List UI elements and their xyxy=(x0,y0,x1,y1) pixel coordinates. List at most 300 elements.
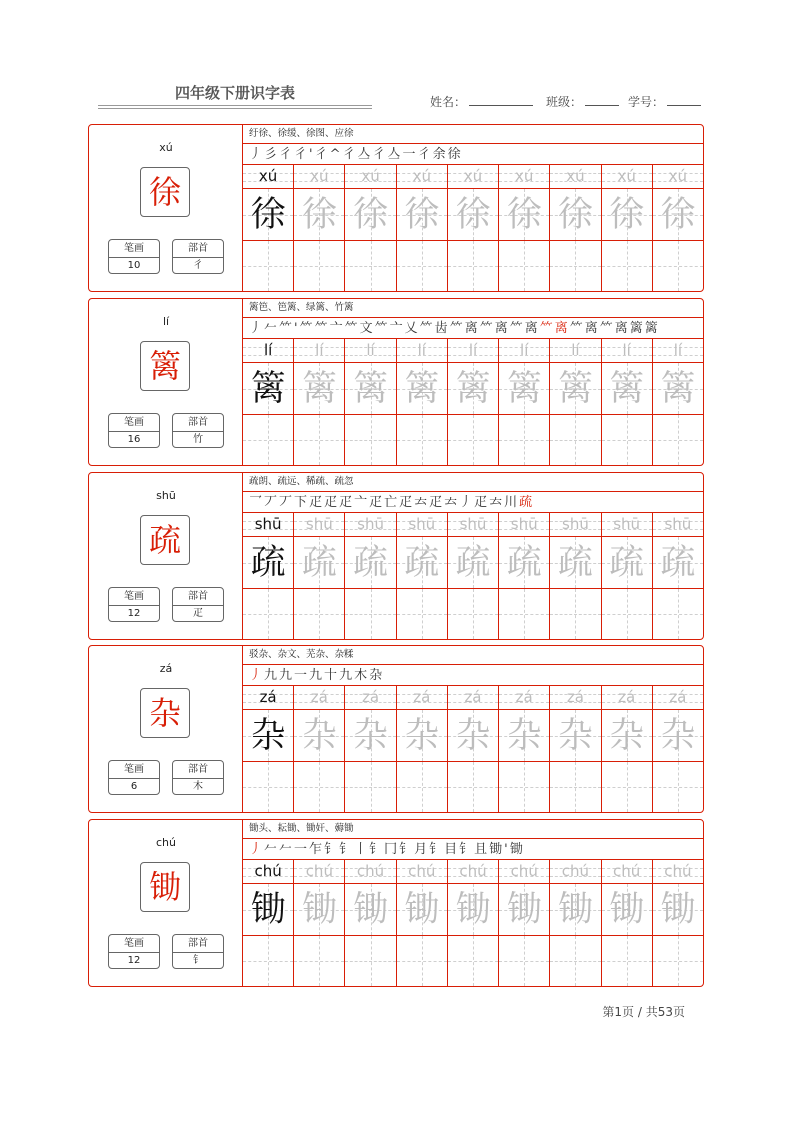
stroke-step: 九十 xyxy=(309,668,340,683)
practice-column xyxy=(550,860,601,986)
practice-column xyxy=(345,513,396,639)
blank-cell[interactable] xyxy=(345,589,395,639)
char-info-panel xyxy=(89,473,243,639)
stroke-step: 锄' xyxy=(489,842,510,857)
stroke-step: 锄 xyxy=(509,842,525,857)
practice-char: 杂 xyxy=(404,716,440,756)
char-display: 篱 xyxy=(140,341,190,391)
practice-char: 杂 xyxy=(250,716,286,756)
stroke-step: 篱 xyxy=(644,321,660,336)
blank-cell[interactable] xyxy=(448,936,498,986)
practice-column xyxy=(653,165,703,291)
pinyin-cell xyxy=(448,686,498,710)
char-cell xyxy=(397,710,447,762)
pinyin-cell xyxy=(653,513,703,537)
practice-char: 徐 xyxy=(404,195,440,235)
stroke-step: 篱 xyxy=(629,321,645,336)
char-cell xyxy=(550,363,600,415)
pinyin-cell xyxy=(243,860,293,884)
practice-pinyin: shū xyxy=(459,515,487,533)
practice-char: 篱 xyxy=(455,369,491,409)
stroke-step: ⺮ xyxy=(299,321,315,336)
practice-char: 疏 xyxy=(301,543,337,583)
stroke-step: 疋亠 xyxy=(339,495,370,510)
practice-column xyxy=(294,339,345,465)
char-cell xyxy=(550,189,600,241)
practice-char: 徐 xyxy=(506,195,542,235)
practice-column xyxy=(550,165,601,291)
blank-cell[interactable] xyxy=(243,762,293,812)
stroke-step: 下 xyxy=(294,495,310,510)
practice-column xyxy=(602,339,653,465)
name-field[interactable] xyxy=(430,93,533,110)
practice-column xyxy=(294,165,345,291)
radical-value: 钅 xyxy=(193,955,203,966)
practice-area xyxy=(243,299,703,465)
number-label: 学号： xyxy=(628,95,665,109)
blank-cell[interactable] xyxy=(243,589,293,639)
pinyin-cell xyxy=(345,165,395,189)
blank-cell[interactable] xyxy=(397,936,447,986)
char-cell xyxy=(602,537,652,589)
blank-cell[interactable] xyxy=(653,241,703,291)
blank-cell[interactable] xyxy=(653,936,703,986)
char-cell xyxy=(448,363,498,415)
practice-pinyin: xú xyxy=(310,167,329,185)
stroke-step: ⺮离 xyxy=(449,321,480,336)
pinyin-cell xyxy=(448,860,498,884)
stroke-step: 九一 xyxy=(279,668,310,683)
char-cell xyxy=(499,884,549,936)
blank-cell[interactable] xyxy=(550,936,600,986)
stroke-count-value: 10 xyxy=(127,260,141,271)
practice-char: 疏 xyxy=(660,543,696,583)
practice-char: 徐 xyxy=(353,195,389,235)
practice-pinyin: shū xyxy=(254,515,282,533)
pinyin-cell xyxy=(602,860,652,884)
stroke-step: 丿 xyxy=(249,147,265,162)
stroke-step: 彡 xyxy=(264,147,280,162)
practice-char: 杂 xyxy=(301,716,337,756)
pinyin-cell xyxy=(602,513,652,537)
stroke-step: 乛 xyxy=(249,495,265,510)
number-field[interactable] xyxy=(628,93,701,110)
practice-column xyxy=(448,339,499,465)
practice-pinyin: chú xyxy=(613,862,641,880)
blank-cell[interactable] xyxy=(345,415,395,465)
practice-pinyin: xú xyxy=(566,167,585,185)
char-cell xyxy=(499,537,549,589)
radical-label: 部首 xyxy=(173,240,223,258)
practice-char: 篱 xyxy=(506,369,542,409)
blank-cell[interactable] xyxy=(653,589,703,639)
stroke-step: 彳 xyxy=(279,147,295,162)
blank-cell[interactable] xyxy=(602,762,652,812)
stroke-count-label: 笔画 xyxy=(109,761,159,779)
practice-pinyin: chú xyxy=(408,862,436,880)
blank-cell[interactable] xyxy=(243,415,293,465)
practice-char: 篱 xyxy=(609,369,645,409)
radical-value: 彳 xyxy=(193,260,203,271)
practice-char: 疏 xyxy=(353,543,389,583)
stroke-step: 彳亼 xyxy=(342,147,373,162)
char-cell xyxy=(602,710,652,762)
blank-cell[interactable] xyxy=(602,415,652,465)
practice-pinyin: xú xyxy=(463,167,483,185)
practice-column xyxy=(550,513,601,639)
blank-cell[interactable] xyxy=(653,415,703,465)
stroke-count-value: 12 xyxy=(127,955,141,966)
pinyin-cell xyxy=(653,165,703,189)
char-cell xyxy=(397,189,447,241)
practice-column xyxy=(243,165,294,291)
practice-char: 杂 xyxy=(455,716,491,756)
radical-value: 木 xyxy=(193,781,203,792)
blank-cell[interactable] xyxy=(294,589,344,639)
practice-column xyxy=(243,860,294,986)
stroke-step: 乍 xyxy=(309,842,325,857)
blank-cell[interactable] xyxy=(602,589,652,639)
pinyin-cell xyxy=(294,339,344,363)
char-pinyin: shū xyxy=(156,489,176,502)
practice-pinyin: lí xyxy=(520,341,529,359)
word-list: 锄头、耘锄、锄奸、薅锄 xyxy=(243,820,703,839)
practice-char: 徐 xyxy=(250,195,286,235)
practice-pinyin: zá xyxy=(259,688,277,706)
practice-char: 徐 xyxy=(557,195,593,235)
practice-column xyxy=(550,339,601,465)
char-cell xyxy=(243,363,293,415)
practice-char: 锄 xyxy=(353,890,389,930)
blank-cell[interactable] xyxy=(499,936,549,986)
char-cell xyxy=(397,537,447,589)
char-cell xyxy=(345,363,395,415)
practice-column xyxy=(397,165,448,291)
class-blank[interactable] xyxy=(585,95,619,106)
stroke-count-value: 12 xyxy=(127,608,141,619)
word-list: 疏朗、疏远、稀疏、疏忽 xyxy=(243,473,703,492)
stroke-step: 钅 xyxy=(324,842,340,857)
practice-column xyxy=(243,513,294,639)
practice-pinyin: zá xyxy=(515,688,533,706)
char-cell xyxy=(499,363,549,415)
blank-cell[interactable] xyxy=(499,415,549,465)
practice-char: 杂 xyxy=(609,716,645,756)
practice-pinyin: xú xyxy=(617,167,636,185)
pinyin-cell xyxy=(550,686,600,710)
pinyin-cell xyxy=(294,686,344,710)
char-cell xyxy=(653,884,703,936)
practice-pinyin: zá xyxy=(310,688,328,706)
practice-pinyin: shū xyxy=(305,515,333,533)
radical-box xyxy=(172,760,224,795)
char-info-panel xyxy=(89,299,243,465)
pinyin-cell xyxy=(397,513,447,537)
practice-char: 锄 xyxy=(609,890,645,930)
practice-char: 疏 xyxy=(250,543,286,583)
blank-cell[interactable] xyxy=(294,241,344,291)
blank-cell[interactable] xyxy=(499,589,549,639)
blank-cell[interactable] xyxy=(499,241,549,291)
practice-column xyxy=(243,686,294,812)
blank-cell[interactable] xyxy=(243,936,293,986)
stroke-step: 彳余 xyxy=(417,147,448,162)
char-cell xyxy=(550,537,600,589)
stroke-step: 𠂉 xyxy=(264,321,280,336)
practice-column xyxy=(345,860,396,986)
pinyin-cell xyxy=(550,860,600,884)
char-cell xyxy=(345,189,395,241)
char-block xyxy=(88,472,704,640)
practice-char: 疏 xyxy=(506,543,542,583)
char-cell xyxy=(345,710,395,762)
char-info-panel xyxy=(89,820,243,986)
char-cell xyxy=(345,537,395,589)
pinyin-cell xyxy=(653,686,703,710)
stroke-step: 疏 xyxy=(519,495,535,510)
stroke-count-box xyxy=(108,934,160,969)
practice-column xyxy=(345,165,396,291)
practice-column xyxy=(243,339,294,465)
blank-cell[interactable] xyxy=(448,589,498,639)
practice-pinyin: xú xyxy=(258,167,278,185)
stroke-order xyxy=(243,318,703,339)
practice-column xyxy=(345,686,396,812)
char-block xyxy=(88,124,704,292)
stroke-step: ⺮亠 xyxy=(314,321,345,336)
char-cell xyxy=(653,363,703,415)
practice-column xyxy=(448,513,499,639)
pinyin-cell xyxy=(602,686,652,710)
practice-char: 徐 xyxy=(455,195,491,235)
pinyin-cell xyxy=(294,165,344,189)
practice-char: 篱 xyxy=(557,369,593,409)
practice-pinyin: xú xyxy=(668,167,688,185)
blank-cell[interactable] xyxy=(550,589,600,639)
practice-column xyxy=(448,860,499,986)
radical-value: 疋 xyxy=(193,608,203,619)
practice-char: 锄 xyxy=(250,890,286,930)
blank-cell[interactable] xyxy=(294,415,344,465)
blank-cell[interactable] xyxy=(550,241,600,291)
word-list: 驳杂、杂文、芜杂、杂糅 xyxy=(243,646,703,665)
radical-value: 竹 xyxy=(193,434,203,445)
blank-cell[interactable] xyxy=(550,415,600,465)
practice-column xyxy=(294,686,345,812)
pinyin-cell xyxy=(345,860,395,884)
char-cell xyxy=(397,363,447,415)
practice-char: 疏 xyxy=(609,543,645,583)
pinyin-cell xyxy=(653,860,703,884)
practice-char: 徐 xyxy=(301,195,337,235)
char-cell xyxy=(653,189,703,241)
stroke-order xyxy=(243,492,703,513)
pinyin-cell xyxy=(499,860,549,884)
practice-char: 锄 xyxy=(557,890,593,930)
char-info-panel xyxy=(89,125,243,291)
practice-char: 杂 xyxy=(660,716,696,756)
practice-char: 锄 xyxy=(301,890,337,930)
stroke-step: 𠂉一 xyxy=(279,842,310,857)
blank-cell[interactable] xyxy=(448,415,498,465)
practice-pinyin: chú xyxy=(664,862,692,880)
pinyin-cell xyxy=(550,513,600,537)
name-blank[interactable] xyxy=(469,95,533,106)
blank-cell[interactable] xyxy=(602,936,652,986)
stroke-step: 𠂉 xyxy=(264,842,280,857)
stroke-count-label: 笔画 xyxy=(109,240,159,258)
blank-cell[interactable] xyxy=(653,762,703,812)
practice-pinyin: lí xyxy=(263,341,273,359)
stroke-order xyxy=(243,665,703,686)
stroke-step: 钅且 xyxy=(459,842,490,857)
practice-area xyxy=(243,820,703,986)
char-cell xyxy=(243,189,293,241)
practice-char: 篱 xyxy=(404,369,440,409)
char-info-panel xyxy=(89,646,243,812)
pinyin-cell xyxy=(653,339,703,363)
blank-cell[interactable] xyxy=(602,241,652,291)
char-cell xyxy=(243,884,293,936)
char-cell xyxy=(550,710,600,762)
blank-cell[interactable] xyxy=(397,762,447,812)
blank-cell[interactable] xyxy=(397,589,447,639)
title-area xyxy=(98,82,372,110)
pinyin-cell xyxy=(345,686,395,710)
pinyin-cell xyxy=(345,513,395,537)
practice-char: 徐 xyxy=(609,195,645,235)
stroke-step: 徐 xyxy=(447,147,463,162)
radical-box xyxy=(172,239,224,274)
practice-pinyin: shū xyxy=(408,515,436,533)
pinyin-cell xyxy=(602,339,652,363)
practice-column xyxy=(499,339,550,465)
char-cell xyxy=(499,710,549,762)
blank-cell[interactable] xyxy=(550,762,600,812)
stroke-step: 丿 xyxy=(249,321,265,336)
practice-char: 杂 xyxy=(557,716,593,756)
char-display: 杂 xyxy=(140,688,190,738)
practice-char: 锄 xyxy=(506,890,542,930)
stroke-step: ⺮离 xyxy=(479,321,510,336)
blank-cell[interactable] xyxy=(499,762,549,812)
radical-box xyxy=(172,934,224,969)
practice-pinyin: lí xyxy=(468,341,478,359)
stroke-count-box xyxy=(108,587,160,622)
blank-cell[interactable] xyxy=(294,936,344,986)
stroke-step: 疋 xyxy=(324,495,340,510)
practice-column xyxy=(602,686,653,812)
practice-pinyin: lí xyxy=(673,341,683,359)
class-field[interactable] xyxy=(546,93,619,110)
practice-pinyin: chú xyxy=(561,862,590,880)
blank-cell[interactable] xyxy=(448,241,498,291)
page-indicator: 第1页 / 共53页 xyxy=(602,1005,685,1019)
stroke-step: 九 xyxy=(264,668,280,683)
stroke-step: 疋𠫓川 xyxy=(474,495,520,510)
radical-label: 部首 xyxy=(173,414,223,432)
char-cell xyxy=(243,710,293,762)
radical-label: 部首 xyxy=(173,935,223,953)
char-cell xyxy=(448,710,498,762)
blank-cell[interactable] xyxy=(345,936,395,986)
stroke-count-box xyxy=(108,760,160,795)
pinyin-cell xyxy=(448,339,498,363)
word-list: 篱笆、笆篱、绿篱、竹篱 xyxy=(243,299,703,318)
pinyin-cell xyxy=(550,339,600,363)
char-cell xyxy=(448,884,498,936)
practice-grid xyxy=(243,339,703,465)
stroke-step: ⺮离 xyxy=(509,321,540,336)
practice-char: 徐 xyxy=(660,195,696,235)
blank-cell[interactable] xyxy=(397,415,447,465)
blank-cell[interactable] xyxy=(397,241,447,291)
practice-column xyxy=(397,339,448,465)
stroke-step: 彳亼一 xyxy=(372,147,418,162)
blank-cell[interactable] xyxy=(243,241,293,291)
class-label: 班级： xyxy=(546,95,583,109)
blank-cell[interactable] xyxy=(345,241,395,291)
radical-label: 部首 xyxy=(173,588,223,606)
stroke-step: ⺮离 xyxy=(569,321,600,336)
char-cell xyxy=(345,884,395,936)
stroke-count-value: 6 xyxy=(130,781,138,792)
practice-pinyin: zá xyxy=(618,688,636,706)
stroke-step: 疋𠫓 xyxy=(399,495,430,510)
blank-cell[interactable] xyxy=(448,762,498,812)
blank-cell[interactable] xyxy=(345,762,395,812)
practice-area xyxy=(243,125,703,291)
stroke-step: 丆 xyxy=(264,495,280,510)
practice-column xyxy=(653,339,703,465)
practice-column xyxy=(294,513,345,639)
stroke-step: 钅目 xyxy=(429,842,460,857)
practice-column xyxy=(397,513,448,639)
word-list: 纡徐、徐缓、徐图、应徐 xyxy=(243,125,703,144)
char-block xyxy=(88,298,704,466)
stroke-step: 疋𠫓丿 xyxy=(429,495,475,510)
practice-pinyin: shū xyxy=(562,515,589,533)
stroke-count-label: 笔画 xyxy=(109,414,159,432)
pinyin-cell xyxy=(243,686,293,710)
blank-cell[interactable] xyxy=(294,762,344,812)
char-cell xyxy=(499,189,549,241)
stroke-step: 丿 xyxy=(249,842,265,857)
pinyin-cell xyxy=(243,339,293,363)
number-blank[interactable] xyxy=(667,95,701,106)
stroke-count-label: 笔画 xyxy=(109,588,159,606)
practice-pinyin: shū xyxy=(510,515,538,533)
char-cell xyxy=(397,884,447,936)
char-block xyxy=(88,819,704,987)
practice-pinyin: xú xyxy=(515,167,534,185)
practice-column xyxy=(653,513,703,639)
stroke-count-box xyxy=(108,239,160,274)
pinyin-cell xyxy=(550,165,600,189)
char-cell xyxy=(448,537,498,589)
pinyin-cell xyxy=(243,513,293,537)
title-underline xyxy=(98,105,372,106)
char-block xyxy=(88,645,704,813)
pinyin-cell xyxy=(294,860,344,884)
char-cell xyxy=(294,189,344,241)
stroke-order xyxy=(243,144,703,165)
pinyin-cell xyxy=(499,165,549,189)
stroke-step: ⺮离 xyxy=(599,321,630,336)
practice-char: 篱 xyxy=(250,369,286,409)
practice-column xyxy=(602,513,653,639)
stroke-step: 九木 xyxy=(339,668,370,683)
